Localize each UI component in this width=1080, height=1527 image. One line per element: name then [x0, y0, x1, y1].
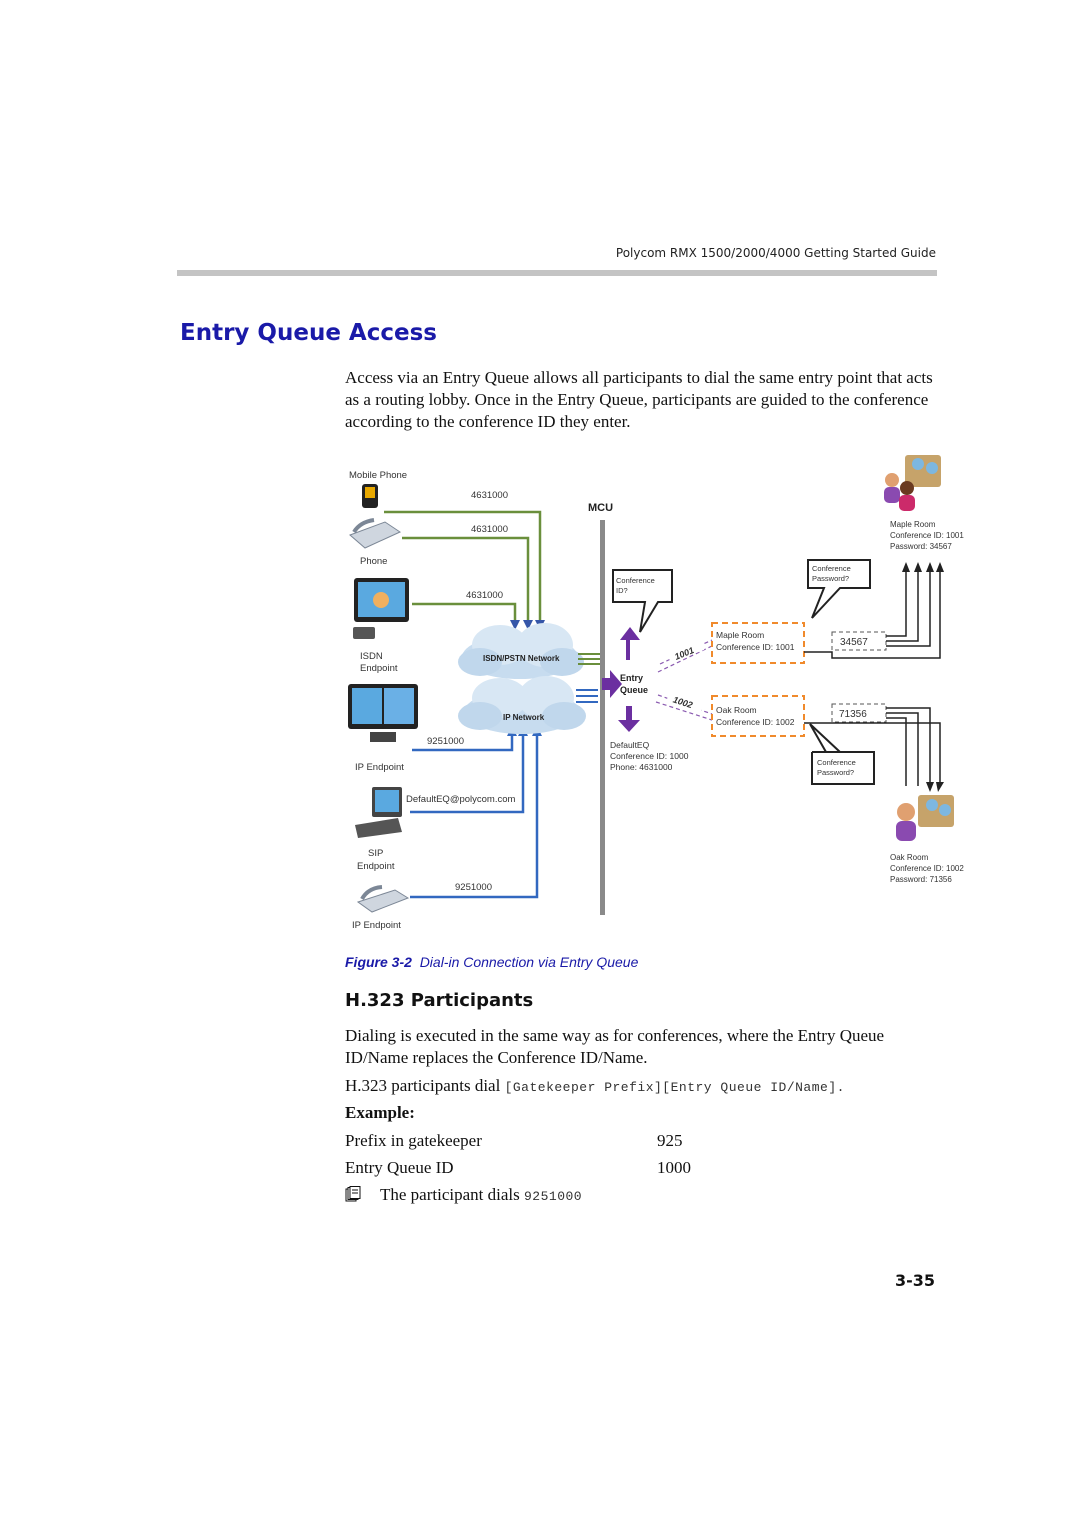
sip-endpoint-label: Endpoint [357, 861, 395, 872]
tag-1002: 1002 [671, 694, 694, 711]
example-row-label: Entry Queue ID [345, 1158, 454, 1177]
oak-right-line3: Password: 71356 [890, 875, 952, 884]
mobile-phone-icon [362, 484, 378, 508]
oak-room-box [712, 696, 804, 736]
maple-room-people-icon [884, 455, 941, 511]
intro-paragraph: Access via an Entry Queue allows all participants to dial the same entry point that acts as a routing lobby. Once in the Entry Queue, participants are guided to the conference according to the conference ID they enter. [345, 368, 933, 431]
sip-label: SIP [368, 848, 384, 859]
example-row-value: 1000 [657, 1158, 691, 1177]
running-header: Polycom RMX 1500/2000/4000 Getting Started Guide [615, 246, 936, 260]
figure-caption [345, 954, 638, 970]
bullet-item [380, 1184, 940, 1208]
dial-format-code: [Gatekeeper Prefix][Entry Queue ID/Name]. [504, 1080, 845, 1095]
caption-text: Dial-in Connection via Entry Queue [419, 954, 639, 970]
pw-q-bot-line1: Conference [817, 758, 856, 767]
ip-phone-icon [358, 887, 408, 912]
page-number: 3-35 [894, 1271, 935, 1290]
num-ip2: 9251000 [455, 882, 492, 893]
num-isdn: 4631000 [466, 590, 503, 601]
bullet-icon [345, 1186, 361, 1207]
isdn-endpoint-label: Endpoint [360, 663, 398, 674]
pw-71356: 71356 [839, 709, 867, 720]
oak-conf-label: Conference ID: 1002 [716, 717, 795, 727]
isdn-network-cloud [458, 623, 584, 679]
maple-right-line2: Conference ID: 1001 [890, 531, 964, 540]
mcu-line [600, 520, 605, 915]
defaulteq-line3: Phone: 4631000 [610, 762, 673, 772]
maple-room-label: Maple Room [716, 630, 765, 640]
header-rule [177, 270, 937, 276]
phone-label: Phone [360, 556, 388, 567]
maple-right-line1: Maple Room [890, 520, 936, 529]
subsection-title: H.323 Participants [345, 990, 534, 1011]
tag-1001: 1001 [673, 645, 696, 662]
num-phone: 4631000 [471, 524, 508, 535]
conf-id-q-line1: Conference [616, 576, 655, 585]
bullet-code: 9251000 [523, 1189, 583, 1204]
defaulteq-line2: Conference ID: 1000 [610, 751, 689, 761]
mobile-phone-label: Mobile Phone [349, 470, 408, 481]
ip-network-cloud [458, 676, 586, 734]
maple-right-line3: Password: 34567 [890, 542, 952, 551]
dial-in-diagram [340, 440, 990, 940]
example-row-value: 925 [657, 1131, 683, 1150]
pw-q-top-line2: Password? [812, 574, 850, 583]
dial-format-prefix: H.323 participants dial [345, 1076, 505, 1095]
num-sip: DefaultEQ@polycom.com [406, 794, 516, 805]
isdn-label: ISDN [360, 651, 383, 662]
bullet-text: The participant dials [380, 1185, 524, 1204]
ip-network-label: IP Network [503, 713, 545, 722]
entry-label: Entry [620, 673, 644, 683]
queue-label: Queue [620, 685, 649, 695]
ip-connection-lines [410, 730, 537, 897]
isdn-endpoint-icon [353, 578, 409, 639]
desk-phone-icon [350, 520, 400, 548]
oak-right-line1: Oak Room [890, 853, 929, 862]
pw-q-top-line1: Conference [812, 564, 851, 573]
isdn-network-label: ISDN/PSTN Network [483, 654, 560, 663]
h323-dial-format [345, 1075, 935, 1099]
oak-room-label: Oak Room [716, 705, 757, 715]
num-ip: 9251000 [427, 736, 464, 747]
defaulteq-line1: DefaultEQ [610, 740, 650, 750]
sip-laptop-icon [355, 787, 402, 838]
ip-endpoint-label-2: IP Endpoint [352, 920, 401, 931]
num-mobile: 4631000 [471, 490, 508, 501]
maple-conf-label: Conference ID: 1001 [716, 642, 795, 652]
oak-right-line2: Conference ID: 1002 [890, 864, 964, 873]
conf-id-q-line2: ID? [616, 586, 628, 595]
pw-34567: 34567 [840, 637, 868, 648]
ip-endpoint-icon [348, 684, 418, 742]
mcu-label: MCU [588, 502, 614, 514]
section-title: Entry Queue Access [180, 320, 437, 346]
oak-room-people-icon [896, 795, 954, 841]
ip-endpoint-label-1: IP Endpoint [355, 762, 404, 773]
example-row-label: Prefix in gatekeeper [345, 1131, 482, 1150]
example-label: Example: [345, 1103, 415, 1122]
caption-number: Figure 3-2 [345, 954, 412, 970]
pw-q-bot-line2: Password? [817, 768, 855, 777]
h323-paragraph: Dialing is executed in the same way as for conferences, where the Entry Queue ID/Name replaces the Conference ID/Name. [345, 1026, 885, 1067]
room-arrowheads [902, 562, 944, 792]
